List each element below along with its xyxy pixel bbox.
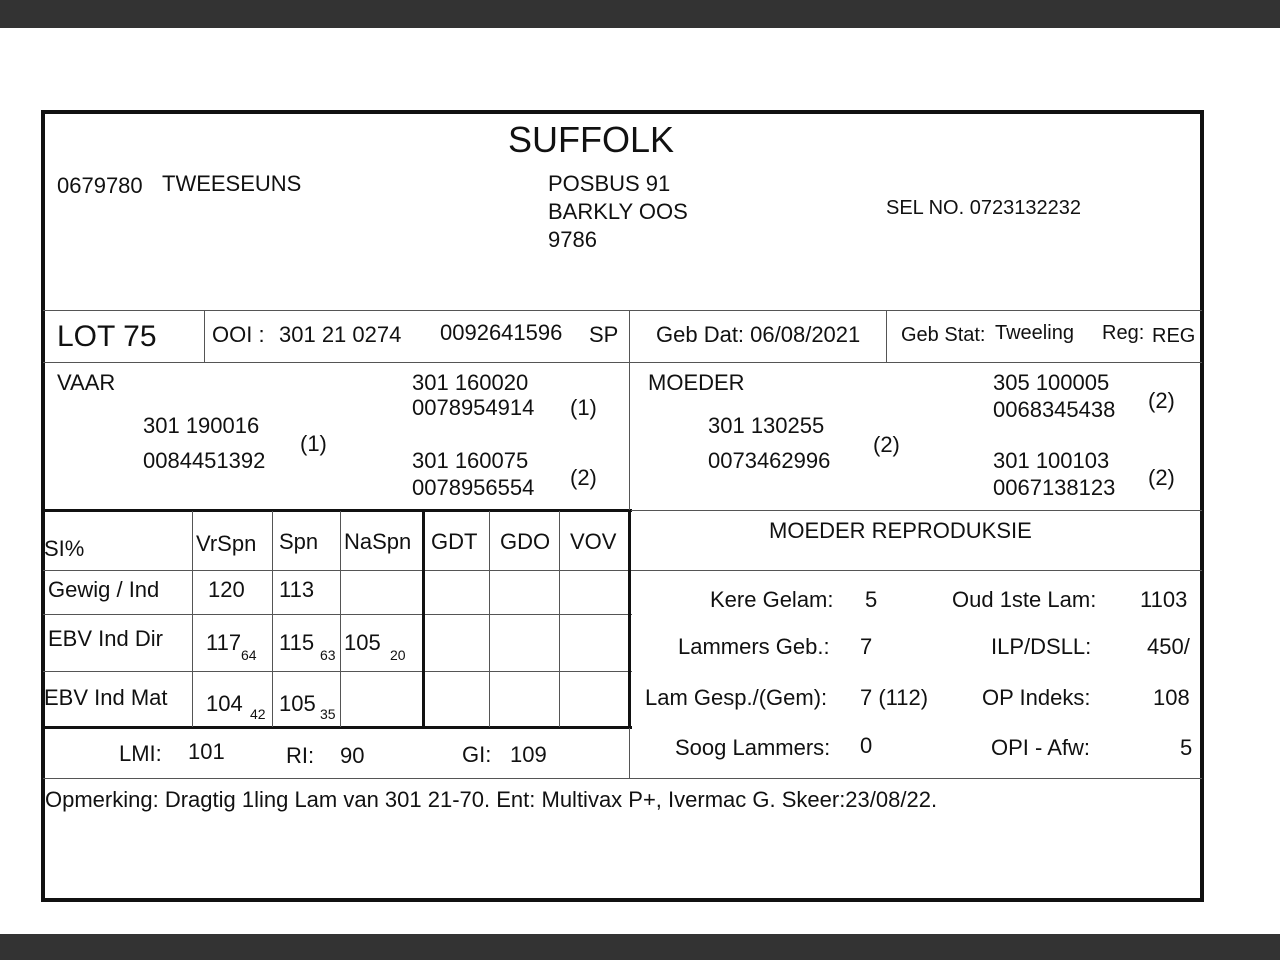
dam-sire-reg: 0068345438 (993, 397, 1116, 422)
ebv-header-naspn: NaSpn (344, 529, 412, 554)
rule-ebv-table-bottom (43, 726, 632, 729)
reg-label: Reg: (1102, 322, 1145, 344)
card-border-bottom (41, 898, 1204, 902)
birth-status-value: Tweeling (995, 322, 1074, 344)
rule-ebv-header-bottom (43, 570, 632, 571)
rule-lot-bottom (43, 362, 1202, 363)
rule-ebv-right-border (628, 510, 631, 728)
ebv-row-dir-spn-accuracy: 63 (320, 647, 336, 663)
rule-pedigree-left-bottom (43, 509, 632, 512)
repro-times-lambed-value: 5 (865, 587, 878, 612)
sire-sire-id: 301 160020 (412, 370, 529, 395)
rule-col-spn (340, 511, 341, 727)
ebv-row-dir-vrspn-accuracy: 64 (241, 647, 257, 663)
ewe-label: OOI : (212, 322, 265, 347)
dam-dam-reg: 0067138123 (993, 475, 1116, 500)
address-line1: POSBUS 91 (548, 171, 671, 196)
ewe-code: SP (589, 322, 619, 347)
card-border-right (1200, 110, 1204, 902)
dam-dam-id: 301 100103 (993, 448, 1110, 473)
sire-note: (1) (300, 431, 327, 456)
birth-date: Geb Dat: 06/08/2021 (656, 322, 861, 347)
birth-status-label: Geb Stat: (901, 324, 986, 346)
owner-name: TWEESEUNS (162, 171, 302, 196)
rule-col-gdo (559, 511, 560, 727)
ebv-header-spn: Spn (279, 529, 319, 554)
rule-birthdate-divider (886, 311, 887, 362)
repro-age-first-lamb-label: Oud 1ste Lam: (952, 587, 1097, 612)
ebv-row-mat-vrspn-accuracy: 42 (250, 706, 266, 722)
sire-id: 301 190016 (143, 413, 260, 438)
ebv-row-weight-label: Gewig / Ind (48, 577, 160, 602)
rule-col-si (192, 511, 193, 727)
top-dark-bar (0, 0, 1280, 28)
ebv-row-weight-spn: 113 (279, 577, 315, 602)
repro-ilp-dsll-label: ILP/DSLL: (991, 634, 1092, 659)
repro-times-lambed-label: Kere Gelam: (710, 587, 834, 612)
ebv-row-dir-naspn-accuracy: 20 (390, 647, 406, 663)
phone-number: SEL NO. 0723132232 (886, 197, 1081, 219)
repro-lambs-born-label: Lammers Geb.: (678, 634, 830, 659)
lot-number: LOT 75 (57, 320, 157, 353)
repro-lambs-born-value: 7 (860, 634, 873, 659)
address-line2: BARKLY OOS (548, 199, 688, 224)
rule-col-vrspn (272, 511, 273, 727)
repro-op-index-label: OP Indeks: (982, 685, 1091, 710)
bottom-dark-bar (0, 934, 1280, 960)
ebv-header-si: SI% (44, 536, 85, 561)
repro-opi-deviation-label: OPI - Afw: (991, 735, 1091, 760)
dam-dam-note: (2) (1148, 465, 1175, 490)
card-border-left (41, 110, 45, 902)
gi-label: GI: (462, 742, 492, 767)
breed-title: SUFFOLK (508, 119, 675, 160)
rule-col-naspn (422, 511, 425, 727)
remark-text: Opmerking: Dragtig 1ling Lam van 301 21-70. Ent: Multivax P+, Ivermac G. Skeer:23/08/22. (45, 787, 938, 812)
repro-op-index-value: 108 (1153, 685, 1190, 710)
ewe-registration-number: 0092641596 (440, 320, 563, 345)
ebv-header-gdo: GDO (500, 529, 551, 554)
rule-indices-bottom (43, 778, 1202, 779)
sire-dam-note: (2) (570, 465, 597, 490)
card-border-top (41, 110, 1204, 114)
repro-lambs-weaned-value: 7 (112) (860, 685, 929, 710)
owner-code: 0679780 (57, 173, 143, 198)
reproduction-title: MOEDER REPRODUKSIE (769, 518, 1032, 543)
dam-sire-note: (2) (1148, 388, 1175, 413)
ebv-row-mat-spn: 105 (279, 691, 316, 716)
rule-pedigree-right-bottom (630, 510, 1202, 511)
repro-lambs-weaned-label: Lam Gesp./(Gem): (645, 685, 828, 710)
dam-sire-id: 305 100005 (993, 370, 1110, 395)
ri-label: RI: (286, 743, 315, 768)
ebv-row-mat-spn-accuracy: 35 (320, 706, 336, 722)
sire-sire-reg: 0078954914 (412, 395, 535, 420)
rule-lot-divider (204, 311, 205, 362)
ebv-row-weight-vrspn: 120 (208, 577, 245, 602)
ebv-row-dir-vrspn: 117 (206, 630, 242, 655)
ebv-row-dir-spn: 115 (279, 630, 315, 655)
ebv-row-dir-naspn: 105 (344, 630, 381, 655)
sire-dam-id: 301 160075 (412, 448, 529, 473)
repro-suckling-lambs-value: 0 (860, 733, 873, 758)
repro-opi-deviation-value: 5 (1180, 735, 1193, 760)
repro-ilp-dsll-value: 450/ (1147, 634, 1190, 659)
dam-label: MOEDER (648, 370, 745, 395)
dam-id: 301 130255 (708, 413, 825, 438)
dam-reg: 0073462996 (708, 448, 831, 473)
ebv-row-mat-vrspn: 104 (206, 691, 243, 716)
address-line3: 9786 (548, 227, 597, 252)
lmi-label: LMI: (119, 741, 162, 766)
sire-sire-note: (1) (570, 395, 597, 420)
ebv-row-mat-label: EBV Ind Mat (44, 685, 168, 710)
sire-reg: 0084451392 (143, 448, 266, 473)
rule-col-gdt (489, 511, 490, 727)
dam-note: (2) (873, 432, 900, 457)
rule-ebv-row1-bottom (43, 614, 632, 615)
sire-dam-reg: 0078956554 (412, 475, 535, 500)
ebv-header-vrspn: VrSpn (196, 531, 257, 556)
rule-ebv-row2-bottom (43, 671, 632, 672)
ri-value: 90 (340, 743, 365, 768)
rule-header-bottom (43, 310, 1202, 311)
rule-reproduction-title-bottom (630, 570, 1202, 571)
gi-value: 109 (510, 742, 547, 767)
ebv-header-vov: VOV (570, 529, 617, 554)
ebv-header-gdt: GDT (431, 529, 478, 554)
ewe-number: 301 21 0274 (279, 322, 402, 347)
repro-age-first-lamb-value: 1103 (1140, 587, 1188, 612)
repro-suckling-lambs-label: Soog Lammers: (675, 735, 831, 760)
lmi-value: 101 (188, 739, 225, 764)
ebv-row-dir-label: EBV Ind Dir (48, 626, 163, 651)
sire-label: VAAR (57, 370, 116, 395)
reg-value: REG (1152, 325, 1196, 347)
